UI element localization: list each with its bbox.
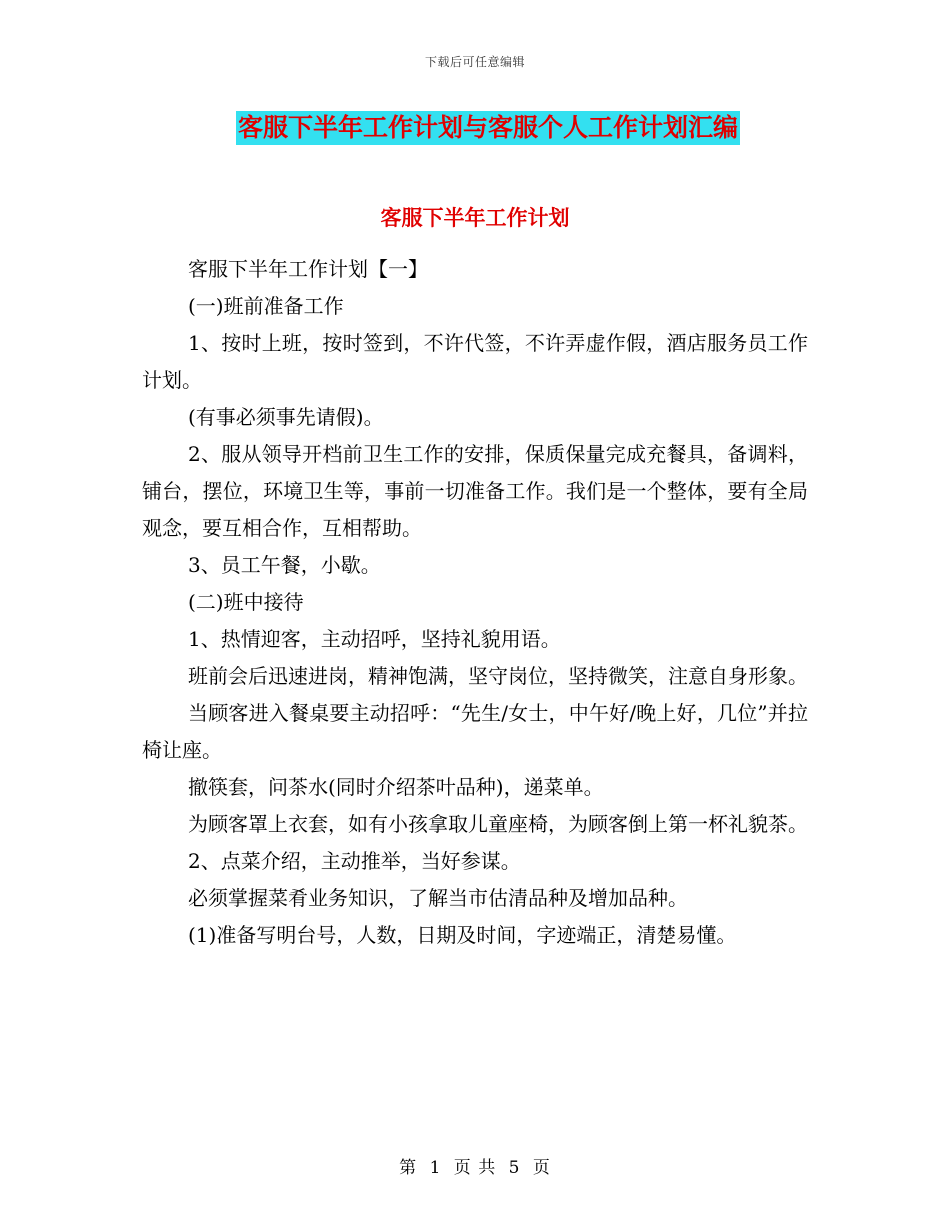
page-suffix: 页: [532, 1158, 551, 1178]
page-footer: [0, 1153, 950, 1178]
paragraph: (二)班中接待: [188, 590, 304, 614]
paragraph: 3、员工午餐，小歇。: [188, 553, 381, 577]
paragraph: 2、点菜介绍，主动推举，当好参谋。: [188, 849, 521, 873]
paragraph: 1、热情迎客，主动招呼，坚持礼貌用语。: [188, 627, 561, 651]
paragraph: 撤筷套，问茶水(同时介绍茶叶品种)，递菜单。: [188, 775, 604, 799]
paragraph: (有事必须事先请假)。: [188, 405, 384, 429]
paragraph: 1、按时上班，按时签到，不许代签，不许弄虚作假，酒店服务员工作计划。: [142, 331, 808, 392]
document-body: [142, 251, 808, 954]
paragraph: (一)班前准备工作: [188, 294, 344, 318]
section-title: 客服下半年工作计划: [380, 206, 570, 230]
header-note: 下载后可任意编辑: [424, 55, 525, 69]
paragraph: 当顾客进入餐桌要主动招呼：“先生/女士，中午好/晚上好，几位”并拉椅让座。: [142, 701, 808, 762]
paragraph: 为顾客罩上衣套，如有小孩拿取儿童座椅，为顾客倒上第一杯礼貌茶。: [188, 812, 808, 836]
page-number: 1: [429, 1158, 442, 1178]
paragraph: 2、服从领导开档前卫生工作的安排，保质保量完成充餐具，备调料，铺台，摆位，环境卫生等，事前一切准备工作。我们是一个整体，要有全局观念，要互相合作，互相帮助。: [142, 442, 808, 540]
page-mid: 页 共: [453, 1158, 497, 1178]
page-prefix: 第: [399, 1158, 418, 1178]
document-title: 客服下半年工作计划与客服个人工作计划汇编: [236, 111, 740, 145]
page-total: 5: [508, 1158, 521, 1178]
paragraph: 必须掌握菜肴业务知识，了解当市估清品种及增加品种。: [188, 886, 688, 910]
paragraph: 班前会后迅速进岗，精神饱满，坚守岗位，坚持微笑，注意自身形象。: [188, 664, 808, 688]
paragraph: (1)准备写明台号，人数，日期及时间，字迹端正，清楚易懂。: [188, 923, 737, 947]
paragraph: 客服下半年工作计划【一】: [188, 257, 428, 281]
